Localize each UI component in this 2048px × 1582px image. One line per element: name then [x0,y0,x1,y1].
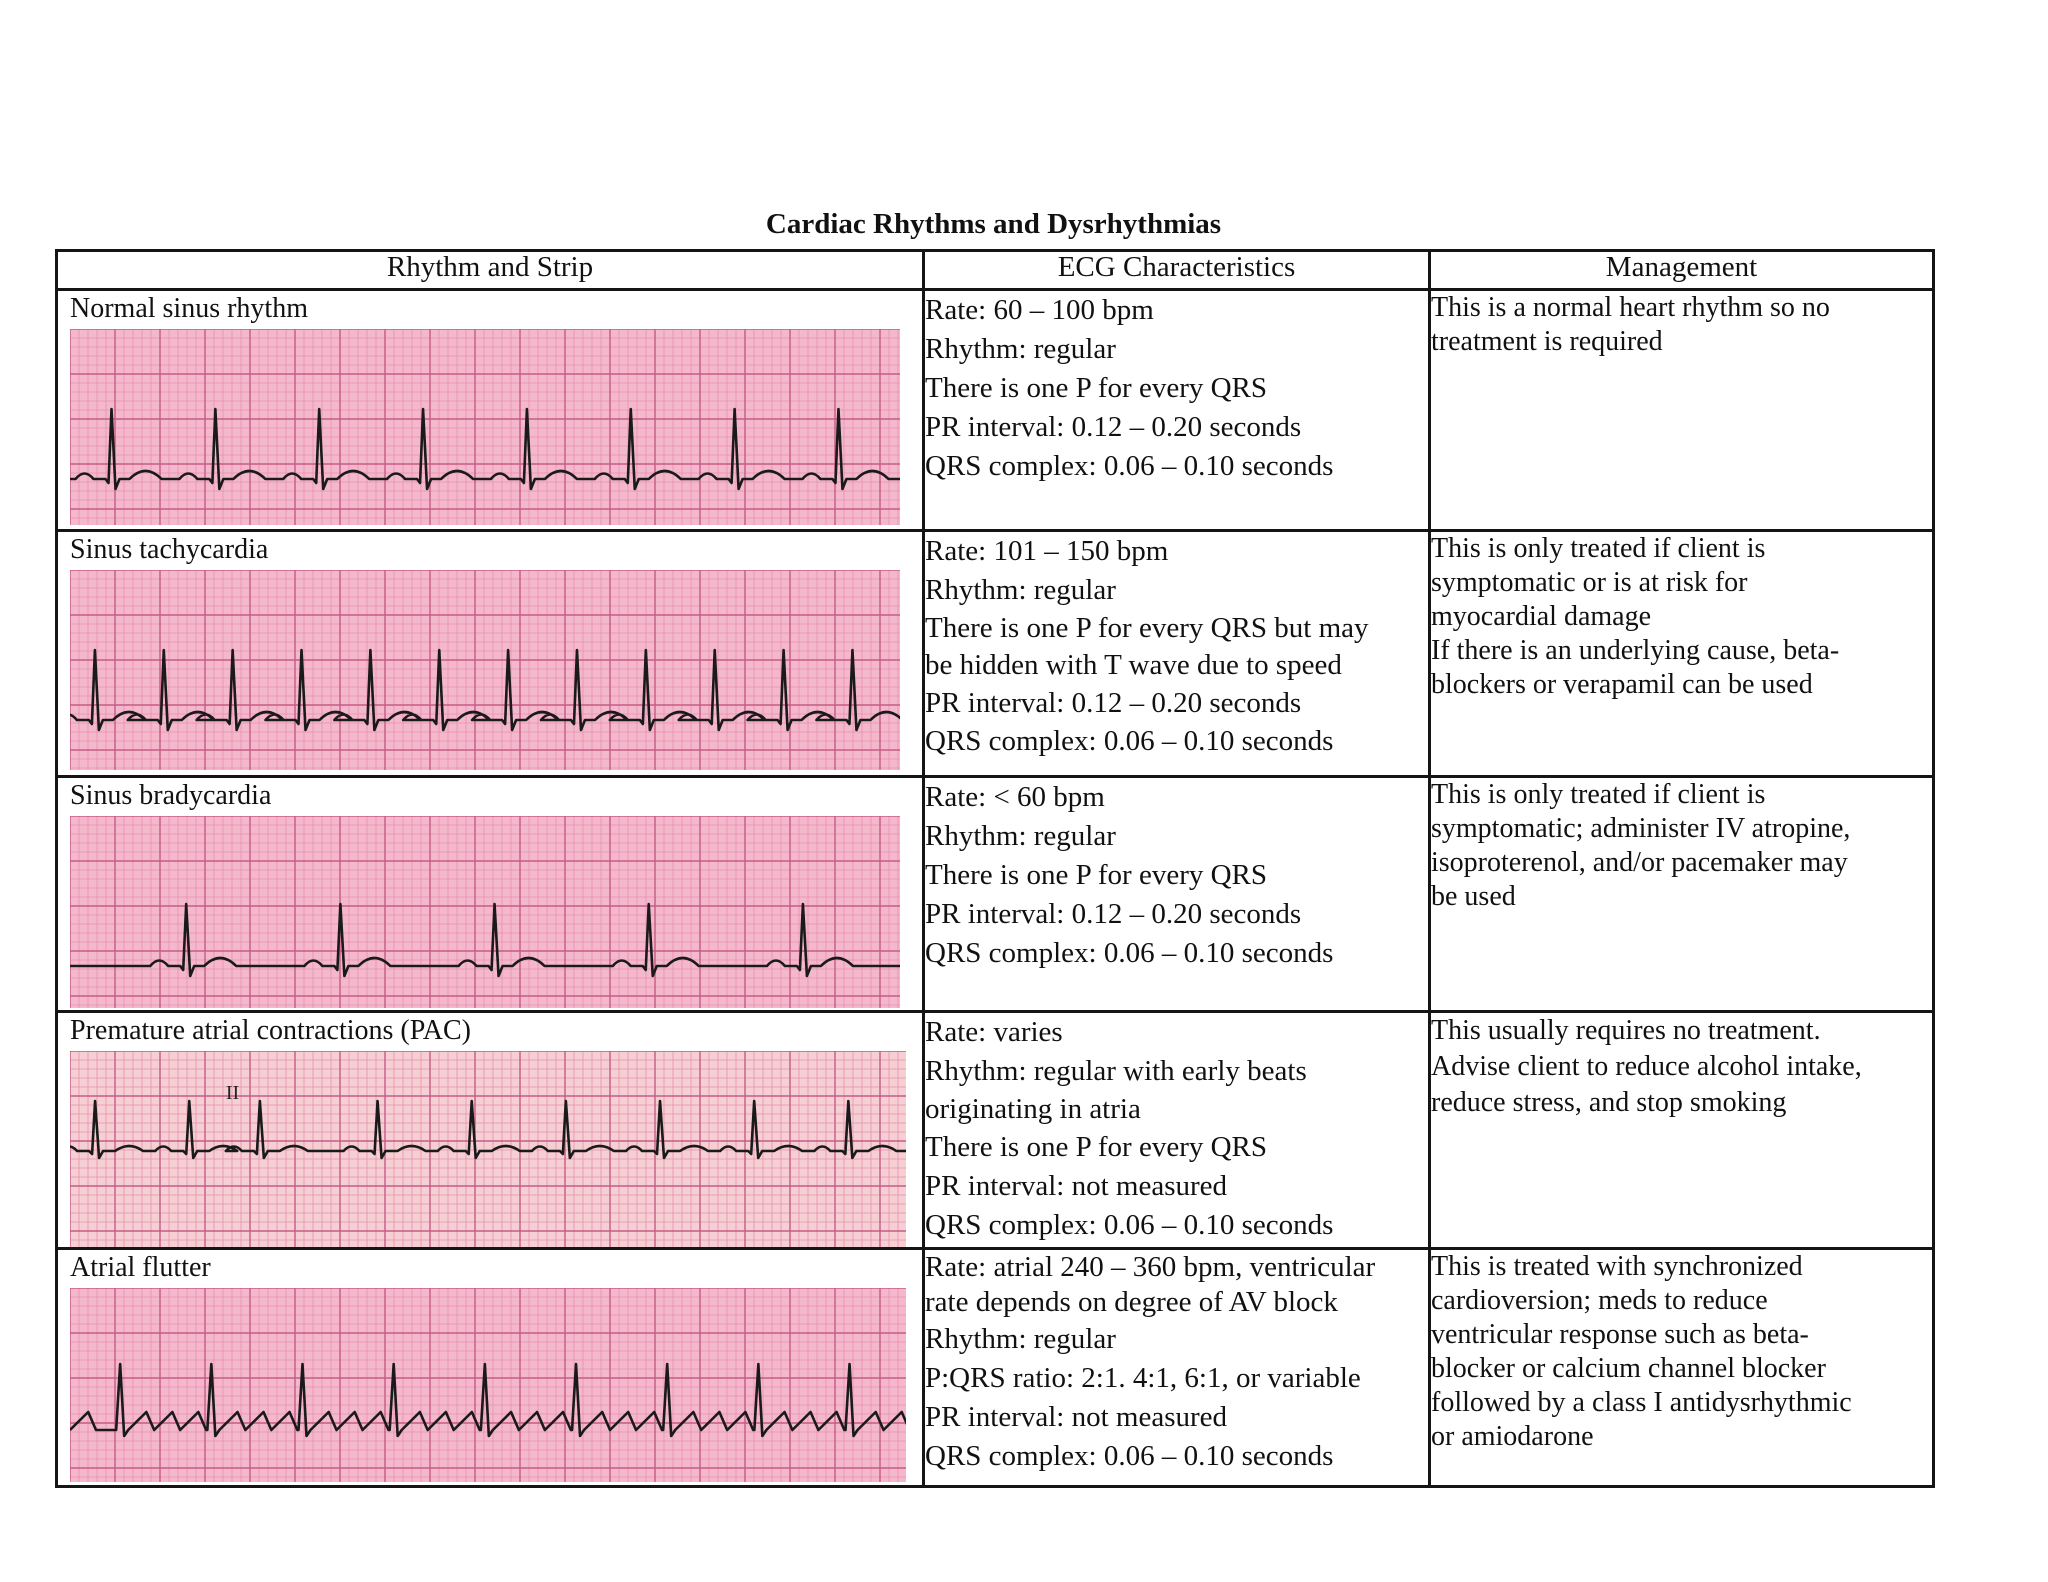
rhythm-table [55,249,1935,1488]
ecg-strip-normal-sinus-rhythm [70,329,900,525]
rhythm-cell [57,1012,924,1249]
ecg-line: Rate: atrial 240 – 360 bpm, ventricular [925,1251,1376,1283]
management-cell [1430,1249,1934,1487]
ecg-paper [70,816,900,1008]
ecg-line: Rhythm: regular [925,820,1116,852]
ecg-strip-svg [70,1288,906,1482]
management-line: cardioversion; meds to reduce [1431,1285,1768,1316]
ecg-line: There is one P for every QRS [925,1131,1268,1163]
ecg-strip-svg [70,816,900,1008]
management-line: This is only treated if client is [1431,779,1766,810]
management-line: ventricular response such as beta- [1431,1319,1809,1350]
header-rhythm-and-strip: Rhythm and Strip [57,251,924,290]
table-row-sinus-tachycardia [57,531,1934,777]
rhythm-cell [57,777,924,1012]
table-header-row [57,251,1934,290]
table-row-atrial-flutter [57,1249,1934,1487]
rhythm-name: Sinus tachycardia [70,534,269,565]
ecg-line: QRS complex: 0.06 – 0.10 seconds [925,1440,1334,1472]
ecg-line: QRS complex: 0.06 – 0.10 seconds [925,937,1334,969]
management-line: This usually requires no treatment. [1431,1015,1821,1046]
ecg-line: PR interval: not measured [925,1401,1228,1433]
ecg-line: Rate: 101 – 150 bpm [925,535,1169,567]
ecg-characteristics-cell [924,531,1430,777]
ecg-line: Rhythm: regular with early beats [925,1055,1307,1087]
ecg-line: be hidden with T wave due to speed [925,649,1342,681]
management-line: If there is an underlying cause, beta- [1431,635,1840,666]
ecg-line: Rhythm: regular [925,1323,1116,1355]
rhythm-name: Premature atrial contractions (PAC) [70,1015,471,1046]
ecg-strip-premature-atrial-contractions [70,1051,900,1247]
ecg-paper [70,329,900,525]
ecg-line: PR interval: 0.12 – 0.20 seconds [925,411,1302,443]
ecg-line: PR interval: 0.12 – 0.20 seconds [925,687,1302,719]
management-line: This is only treated if client is [1431,533,1766,564]
management-line: blockers or verapamil can be used [1431,669,1813,700]
ecg-characteristics-cell [924,1249,1430,1487]
ecg-strip-svg [70,570,900,770]
ecg-line: There is one P for every QRS [925,859,1268,891]
management-line: Advise client to reduce alcohol intake, [1431,1051,1862,1082]
management-line: followed by a class I antidysrhythmic [1431,1387,1852,1418]
management-line: or amiodarone [1431,1421,1594,1452]
ecg-line: PR interval: not measured [925,1170,1228,1202]
ecg-characteristics-cell [924,290,1430,531]
table-row-normal-sinus-rhythm [57,290,1934,531]
ecg-characteristics-cell [924,1012,1430,1249]
ecg-line: Rhythm: regular [925,333,1116,365]
ecg-line: There is one P for every QRS [925,372,1268,404]
management-line: treatment is required [1431,326,1663,357]
management-line: blocker or calcium channel blocker [1431,1353,1826,1384]
ecg-paper [70,570,900,770]
management-line: reduce stress, and stop smoking [1431,1087,1787,1118]
ecg-strip-svg [70,329,900,525]
ecg-line: originating in atria [925,1093,1141,1125]
ecg-line: Rate: varies [925,1016,1063,1048]
rhythm-cell [57,531,924,777]
pac-marker-label: II [225,1082,240,1104]
table-row-premature-atrial-contractions [57,1012,1934,1249]
rhythm-name: Sinus bradycardia [70,780,272,811]
management-line: symptomatic; administer IV atropine, [1431,813,1851,844]
ecg-line: QRS complex: 0.06 – 0.10 seconds [925,450,1334,482]
ecg-line: QRS complex: 0.06 – 0.10 seconds [925,1209,1334,1241]
rhythm-cell [57,1249,924,1487]
ecg-strip-sinus-bradycardia [70,816,900,1008]
ecg-line: rate depends on degree of AV block [925,1286,1338,1318]
ecg-line: There is one P for every QRS but may [925,612,1369,644]
management-cell [1430,290,1934,531]
ecg-characteristics-cell [924,777,1430,1012]
ecg-line: Rhythm: regular [925,574,1116,606]
management-line: be used [1431,881,1516,912]
ecg-line: PR interval: 0.12 – 0.20 seconds [925,898,1302,930]
rhythm-cell [57,290,924,531]
ecg-line: P:QRS ratio: 2:1. 4:1, 6:1, or variable [925,1362,1361,1394]
header-ecg-characteristics: ECG Characteristics [924,251,1430,290]
ecg-line: QRS complex: 0.06 – 0.10 seconds [925,725,1334,757]
ecg-line: Rate: 60 – 100 bpm [925,294,1154,326]
management-line: myocardial damage [1431,601,1652,632]
management-line: symptomatic or is at risk for [1431,567,1748,598]
rhythm-name: Normal sinus rhythm [70,293,308,324]
management-line: isoproterenol, and/or pacemaker may [1431,847,1848,878]
ecg-strip-svg [70,1051,906,1247]
management-line: This is treated with synchronized [1431,1251,1803,1282]
ecg-strip-atrial-flutter [70,1288,900,1482]
document-title: Cardiac Rhythms and Dysrhythmias [765,208,1222,240]
header-management: Management [1430,251,1934,290]
management-cell [1430,531,1934,777]
rhythm-name: Atrial flutter [70,1252,211,1283]
management-cell [1430,1012,1934,1249]
management-cell [1430,777,1934,1012]
ecg-line: Rate: < 60 bpm [925,781,1105,813]
management-line: This is a normal heart rhythm so no [1431,292,1830,323]
table-row-sinus-bradycardia [57,777,1934,1012]
ecg-strip-sinus-tachycardia [70,570,900,770]
